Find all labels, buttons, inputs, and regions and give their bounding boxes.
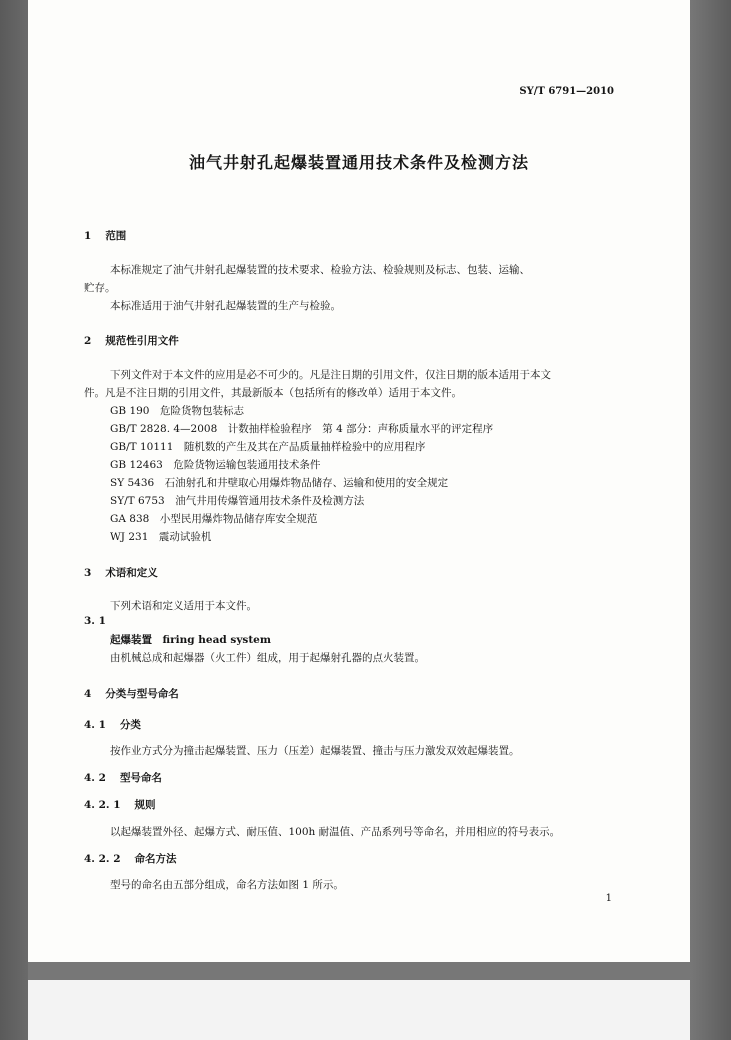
section-title: 分类与型号命名 (105, 688, 179, 700)
paragraph: 以起爆装置外径、起爆方式、耐压值、100h 耐温值、产品系列号等命名，并用相应的符号表示。 (110, 826, 561, 838)
section-4-heading (84, 686, 179, 701)
section-title: 术语和定义 (105, 567, 158, 579)
section-title: 分类 (119, 719, 141, 731)
term-definition: 由机械总成和起爆器（火工件）组成，用于起爆射孔器的点火装置。 (110, 652, 425, 664)
reference-item: SY 5436 石油射孔和井壁取心用爆炸物品储存、运输和使用的安全规定 (110, 477, 449, 489)
paragraph: 下列文件对于本文件的应用是必不可少的。凡是注日期的引用文件，仅注日期的版本适用于本文 (110, 369, 551, 381)
section-number: 4. 2. 2 (84, 853, 121, 865)
paragraph: 本标准适用于油气井射孔起爆装置的生产与检验。 (110, 300, 341, 312)
section-title: 命名方法 (134, 853, 177, 865)
paragraph: 件。凡是不注日期的引用文件，其最新版本（包括所有的修改单）适用于本文件。 (84, 387, 462, 399)
standard-number: SY/T 6791—2010 (519, 86, 614, 97)
section-title: 型号命名 (119, 772, 162, 784)
section-number: 1 (84, 230, 92, 242)
reference-item: GB 190 危险货物包装标志 (110, 405, 244, 417)
term-entry: 起爆装置 firing head system (110, 634, 271, 646)
reference-item: GB 12463 危险货物运输包装通用技术条件 (110, 459, 321, 471)
section-title: 规范性引用文件 (105, 335, 179, 347)
section-1-heading (84, 228, 126, 243)
paragraph: 型号的命名由五部分组成，命名方法如图 1 所示。 (110, 879, 344, 891)
document-page (28, 0, 690, 962)
reference-item: GB/T 2828. 4—2008 计数抽样检验程序 第 4 部分：声称质量水平的评定程序 (110, 423, 494, 435)
paragraph: 本标准规定了油气井射孔起爆装置的技术要求、检验方法、检验规则及标志、包装、运输、 (110, 264, 530, 276)
page-number: 1 (605, 893, 612, 904)
section-number: 4. 1 (84, 719, 106, 731)
document-title: 油气井射孔起爆装置通用技术条件及检测方法 (188, 153, 529, 172)
section-2-heading (84, 333, 179, 348)
section-title: 规则 (134, 799, 156, 811)
paragraph: 按作业方式分为撞击起爆装置、压力（压差）起爆装置、撞击与压力激发双效起爆装置。 (110, 745, 520, 757)
section-number: 4. 2. 1 (84, 799, 121, 811)
reference-item: GB/T 10111 随机数的产生及其在产品质量抽样检验中的应用程序 (110, 441, 426, 453)
section-number: 2 (84, 335, 92, 347)
section-number: 4 (84, 688, 92, 700)
subsection-number: 3. 1 (84, 615, 106, 627)
section-number: 4. 2 (84, 772, 106, 784)
paragraph: 下列术语和定义适用于本文件。 (110, 600, 257, 612)
subsection-4-1-heading (84, 717, 141, 732)
section-3-heading (84, 565, 158, 580)
subsection-4-2-1-heading (84, 797, 156, 812)
subsection-4-2-heading (84, 770, 162, 785)
reference-item: WJ 231 震动试验机 (110, 531, 212, 543)
section-title: 范围 (105, 230, 127, 242)
paragraph: 贮存。 (84, 282, 116, 294)
subsection-4-2-2-heading (84, 851, 177, 866)
reference-item: SY/T 6753 油气井用传爆管通用技术条件及检测方法 (110, 495, 365, 507)
reference-item: GA 838 小型民用爆炸物品储存库安全规范 (110, 513, 318, 525)
next-page-edge (28, 980, 690, 1040)
section-number: 3 (84, 567, 92, 579)
